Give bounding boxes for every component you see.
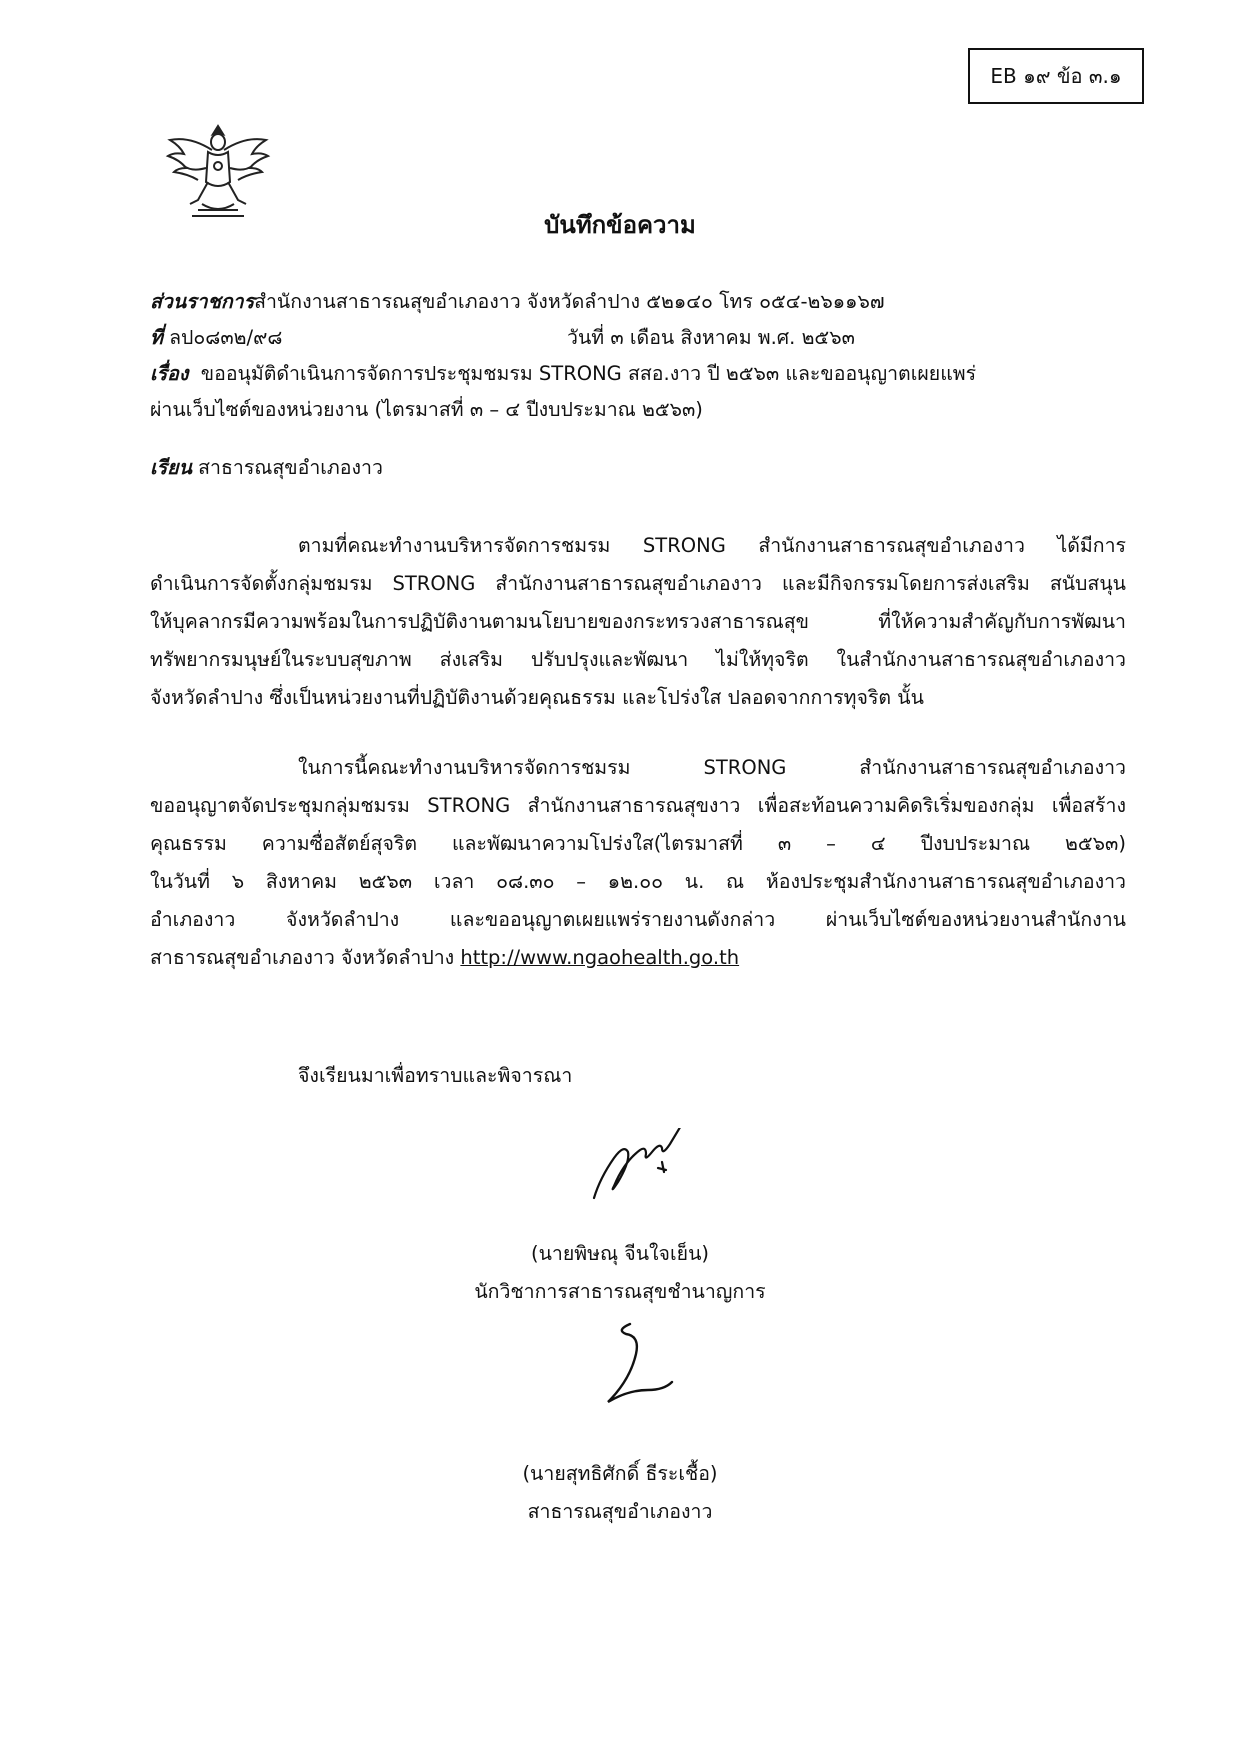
closing-line: จึงเรียนมาเพื่อทราบและพิจารณา — [298, 1064, 573, 1087]
subject-continuation: ผ่านเว็บไซต์ของหน่วยงาน (ไตรมาสที่ ๓ – ๔ ปีงบประมาณ ๒๕๖๓) — [150, 398, 703, 421]
signer-1-position: นักวิชาการสาธารณสุขชำนาญการ — [474, 1280, 766, 1303]
paragraph-2-line: อำเภองาว จังหวัดลำปาง และขออนุญาตเผยแพร่รายงานดังกล่าว ผ่านเว็บไซต์ของหน่วยงานสำนักงาน — [150, 908, 1126, 931]
paragraph-1-line: ทรัพยากรมนุษย์ในระบบสุขภาพ ส่งเสริม ปรับปรุงและพัฒนา ไม่ให้ทุจริต ในสำนักงานสาธารณสุขอำเภองาว — [150, 648, 1126, 671]
website-link[interactable]: http://www.ngaohealth.go.th — [460, 946, 740, 969]
signer-2-name: (นายสุทธิศักดิ์ ธีระเชื้อ) — [522, 1462, 718, 1485]
document-title: บันทึกข้อความ — [544, 211, 696, 239]
signature-1-image — [588, 1128, 698, 1206]
paragraph-2-line: ในวันที่ ๖ สิงหาคม ๒๕๖๓ เวลา ๐๘.๓๐ – ๑๒.๐๐ น. ณ ห้องประชุมสำนักงานสาธารณสุขอำเภองาว — [150, 870, 1126, 893]
salutation-label: เรียน — [150, 456, 192, 479]
paragraph-1-line: ตามที่คณะทำงานบริหารจัดการชมรม STRONG สำนักงานสาธารณสุขอำเภองาว ได้มีการ — [298, 534, 1126, 557]
agency-value: สำนักงานสาธารณสุขอำเภองาว จังหวัดลำปาง ๕๒๑๔๐ โทร ๐๕๔-๒๖๑๑๖๗ — [254, 290, 885, 313]
subject-label: เรื่อง — [150, 362, 189, 385]
reference-line — [150, 322, 282, 353]
paragraph-1-line: ให้บุคลากรมีความพร้อมในการปฏิบัติงานตามนโยบายของกระทรวงสาธารณสุข ที่ให้ความสำคัญกับการพัฒนา — [150, 610, 1126, 633]
agency-label: ส่วนราชการ — [150, 290, 255, 313]
reference-label: ที่ — [150, 326, 163, 349]
paragraph-2-line: ขออนุญาตจัดประชุมกลุ่มชมรม STRONG สำนักงานสาธารณสุขงาว เพื่อสะท้อนความคิดริเริ่มของกลุ่ม เพื่อสร้าง — [150, 794, 1126, 817]
paragraph-2-last-text: สาธารณสุขอำเภองาว จังหวัดลำปาง — [150, 946, 461, 969]
subject-line — [150, 358, 976, 389]
signer-2-position: สาธารณสุขอำเภองาว — [527, 1500, 713, 1523]
reference-value: ลป๐๘๓๒/๙๘ — [169, 326, 283, 349]
salutation-line — [150, 452, 383, 483]
paragraph-1-line: ดำเนินการจัดตั้งกลุ่มชมรม STRONG สำนักงานสาธารณสุขอำเภองาว และมีกิจกรรมโดยการส่งเสริม สนับสนุน — [150, 572, 1126, 595]
subject-text: ขออนุมัติดำเนินการจัดการประชุมชมรม STRONG สสอ.งาว ปี ๒๕๖๓ และขออนุญาตเผยแพร่ — [200, 362, 977, 385]
paragraph-2-line: ในการนี้คณะทำงานบริหารจัดการชมรม STRONG สำนักงานสาธารณสุขอำเภองาว — [298, 756, 1126, 779]
paragraph-2-line — [150, 942, 1126, 973]
signer-1-name: (นายพิษณุ จีนใจเย็น) — [530, 1242, 710, 1265]
document-code-box: EB ๑๙ ข้อ ๓.๑ — [968, 48, 1144, 104]
agency-line — [150, 286, 885, 317]
paragraph-1-line: จังหวัดลำปาง ซึ่งเป็นหน่วยงานที่ปฏิบัติงานด้วยคุณธรรม และโปร่งใส ปลอดจากการทุจริต นั้น — [150, 686, 924, 709]
date-line: วันที่ ๓ เดือน สิงหาคม พ.ศ. ๒๕๖๓ — [567, 326, 855, 349]
signature-2-image — [590, 1320, 680, 1408]
salutation-value: สาธารณสุขอำเภองาว — [198, 456, 383, 479]
paragraph-2-line: คุณธรรม ความซื่อสัตย์สุจริต และพัฒนาความโปร่งใส(ไตรมาสที่ ๓ – ๔ ปีงบประมาณ ๒๕๖๓) — [150, 832, 1126, 855]
